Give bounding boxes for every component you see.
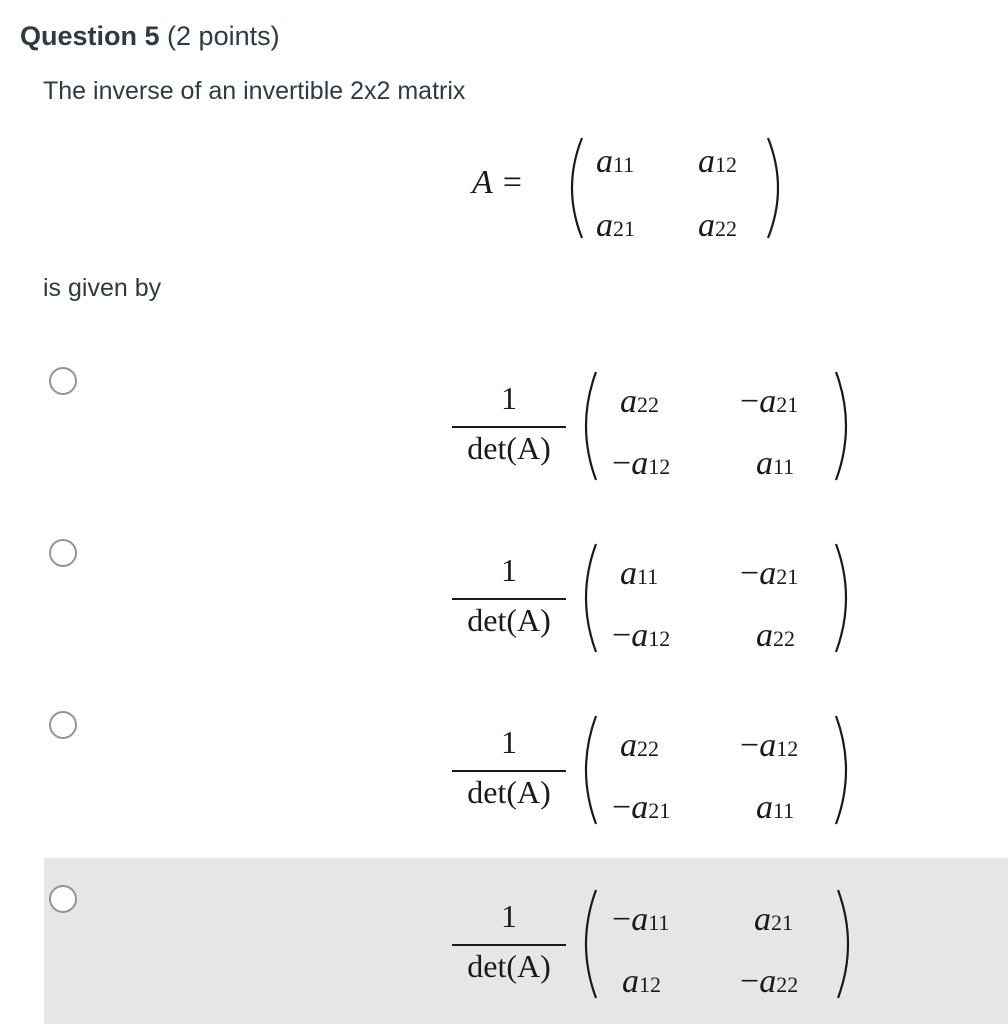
fraction-numerator: 1: [501, 898, 517, 934]
radio-button[interactable]: [49, 885, 77, 913]
minus-sign: −: [612, 789, 632, 826]
fraction-bar: [452, 770, 566, 772]
matrix-subscript: 22: [637, 392, 659, 417]
matrix-cell: [622, 962, 661, 1005]
matrix-subscript: 22: [637, 736, 659, 761]
matrix-variable: a: [596, 207, 613, 244]
matrix-variable: a: [631, 901, 649, 938]
answer-option-2[interactable]: [0, 522, 1008, 682]
matrix-subscript: 21: [776, 564, 799, 589]
radio-button[interactable]: [49, 367, 77, 395]
matrix-variable: a: [622, 963, 639, 1000]
matrix-cell: [740, 554, 798, 597]
matrix-cell: [612, 616, 670, 659]
matrix-subscript: 21: [648, 798, 671, 823]
matrix-variable: a: [698, 143, 715, 180]
matrix-subscript: 12: [648, 454, 671, 479]
matrix-variable: a: [620, 555, 637, 592]
matrix-variable: a: [631, 617, 649, 654]
matrix-subscript: 12: [639, 972, 661, 997]
matrix-cell: [740, 726, 798, 769]
fraction-bar: [452, 598, 566, 600]
matrix-subscript: 22: [773, 626, 795, 651]
question-header: [20, 18, 280, 54]
matrix-cell: [612, 788, 670, 831]
matrix-cell: [756, 616, 795, 659]
matrix-cell: [596, 142, 634, 185]
right-paren: [828, 542, 858, 654]
matrix-variable: a: [756, 789, 773, 826]
question-prompt-continuation: is given by: [43, 274, 162, 302]
matrix-variable: a: [756, 445, 773, 482]
matrix-variable: a: [756, 617, 773, 654]
matrix-cell: [596, 206, 635, 249]
question-title: Question 5: [20, 21, 160, 51]
right-paren: [828, 714, 858, 826]
matrix-variable: a: [620, 727, 637, 764]
matrix-variable: a: [631, 445, 649, 482]
question-points: (2 points): [167, 21, 280, 51]
fraction-bar: [452, 426, 566, 428]
matrix-cell: [756, 788, 794, 831]
matrix-cell: [620, 382, 659, 425]
left-paren: [574, 714, 604, 826]
matrix-variable: a: [759, 727, 777, 764]
fraction-denominator: det(A): [467, 602, 551, 638]
matrix-subscript: 21: [776, 392, 799, 417]
right-paren: [828, 370, 858, 482]
matrix-cell: [620, 726, 659, 769]
matrix-cell: [740, 962, 798, 1005]
fraction-bar: [452, 944, 566, 946]
matrix-variable: a: [759, 963, 777, 1000]
fraction-denominator: det(A): [467, 774, 551, 810]
minus-sign: −: [740, 963, 760, 1000]
matrix-variable: a: [596, 143, 613, 180]
matrix-subscript: 11: [773, 454, 795, 479]
matrix-variable: a: [698, 207, 715, 244]
fraction-numerator: 1: [501, 552, 517, 588]
matrix-subscript: 21: [613, 216, 635, 241]
minus-sign: −: [740, 555, 760, 592]
answer-option-1[interactable]: [0, 350, 1008, 510]
minus-sign: −: [740, 727, 760, 764]
fraction-denominator: det(A): [467, 430, 551, 466]
fraction-denominator: det(A): [467, 948, 551, 984]
question-prompt: The inverse of an invertible 2x2 matrix: [43, 77, 466, 105]
matrix-cell: [612, 900, 669, 943]
matrix-subscript: 11: [637, 564, 659, 589]
matrix-cell: [754, 900, 793, 943]
left-paren: [574, 370, 604, 482]
matrix-subscript: 21: [771, 910, 793, 935]
answer-option-4[interactable]: [44, 858, 1008, 1024]
matrix-subscript: 22: [715, 216, 737, 241]
matrix-subscript: 11: [773, 798, 795, 823]
matrix-variable: a: [754, 901, 771, 938]
matrix-subscript: 11: [648, 910, 670, 935]
minus-sign: −: [612, 617, 632, 654]
matrix-definition: [460, 130, 800, 250]
minus-sign: −: [612, 901, 632, 938]
matrix-cell: [698, 206, 737, 249]
radio-button[interactable]: [49, 711, 77, 739]
left-paren: [574, 888, 604, 1000]
minus-sign: −: [612, 445, 632, 482]
matrix-subscript: 12: [715, 152, 737, 177]
fraction-numerator: 1: [501, 724, 517, 760]
matrix-cell: [612, 444, 670, 487]
radio-button[interactable]: [49, 539, 77, 567]
matrix-cell: [756, 444, 794, 487]
answer-option-3[interactable]: [0, 694, 1008, 854]
matrix-variable: a: [620, 383, 637, 420]
matrix-subscript: 12: [776, 736, 799, 761]
minus-sign: −: [740, 383, 760, 420]
matrix-variable: a: [631, 789, 649, 826]
right-paren: [760, 136, 790, 240]
matrix-variable: a: [759, 383, 777, 420]
matrix-cell: [740, 382, 798, 425]
matrix-lhs: A =: [472, 164, 524, 201]
left-paren: [574, 542, 604, 654]
left-paren: [560, 136, 590, 240]
matrix-cell: [620, 554, 658, 597]
matrix-cell: [698, 142, 737, 185]
fraction-numerator: 1: [501, 380, 517, 416]
matrix-subscript: 22: [776, 972, 799, 997]
right-paren: [830, 888, 860, 1000]
matrix-variable: a: [759, 555, 777, 592]
matrix-subscript: 11: [613, 152, 635, 177]
matrix-subscript: 12: [648, 626, 671, 651]
